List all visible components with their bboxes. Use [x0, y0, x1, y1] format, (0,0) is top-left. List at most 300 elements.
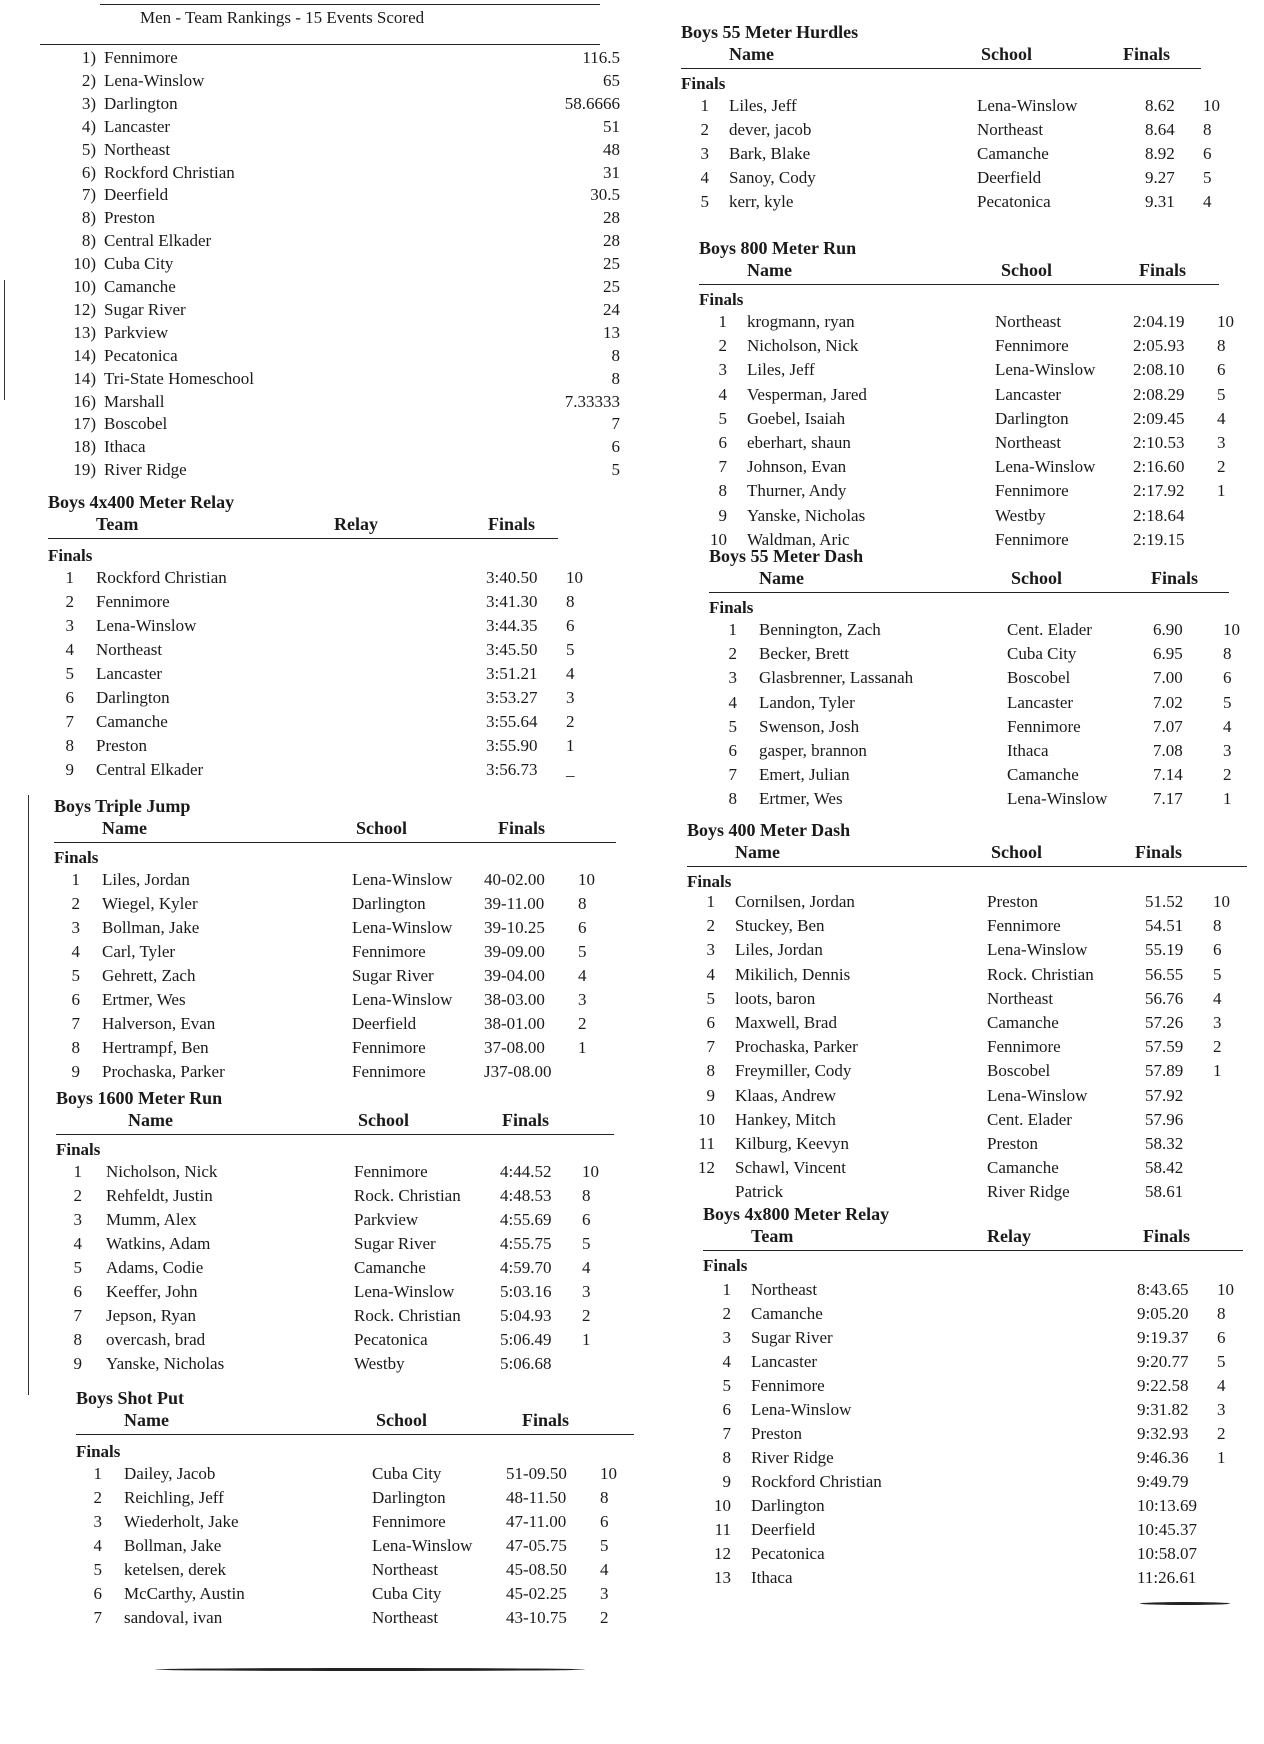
result-mark: 58.61: [1145, 1182, 1184, 1202]
points: 2: [1213, 1037, 1222, 1057]
result-row: [675, 1280, 1260, 1304]
result-row: [675, 693, 1260, 717]
result-mark: 9.31: [1145, 192, 1175, 211]
result-place: 2: [728, 644, 737, 664]
result-row: [675, 644, 1260, 668]
ranking-row: [40, 414, 660, 438]
school-name: Fennimore: [987, 916, 1061, 936]
school-name: River Ridge: [987, 1182, 1070, 1202]
points: 2: [1223, 765, 1232, 785]
rank-place: 4): [81, 116, 96, 136]
athlete-name: Bollman, Jake: [124, 1536, 222, 1555]
athlete-name: Liles, Jeff: [729, 96, 797, 115]
athlete-name: Yanske, Nicholas: [106, 1354, 225, 1373]
column-header-finals: Finals: [1123, 44, 1171, 64]
result-row: [40, 616, 660, 640]
result-place: 8: [65, 736, 74, 755]
rank-score: 28: [603, 208, 620, 228]
school-name: Pecatonica: [354, 1330, 428, 1349]
athlete-name: Freymiller, Cody: [735, 1061, 852, 1081]
result-place: 2: [73, 1186, 82, 1205]
result-mark: 7.00: [1153, 668, 1183, 688]
athlete-name: Liles, Jordan: [735, 940, 823, 960]
points: 6: [1217, 360, 1226, 380]
finals-label: Finals: [703, 1256, 748, 1275]
event-title: Boys 55 Meter Hurdles: [681, 22, 859, 42]
rank-place: 14): [73, 345, 96, 365]
header-rule: [76, 1434, 634, 1435]
athlete-name: River Ridge: [751, 1448, 834, 1467]
result-row: [40, 1062, 660, 1086]
result-row: [675, 1448, 1260, 1472]
school-name: Fennimore: [352, 1038, 426, 1057]
athlete-name: Camanche: [96, 712, 168, 731]
points: 1: [566, 736, 575, 755]
header-rule: [56, 1134, 614, 1135]
result-place: 5: [700, 192, 709, 211]
result-mark: J37-08.00: [484, 1062, 552, 1081]
points: 4: [1217, 408, 1226, 428]
scan-smudge: [155, 1668, 585, 1671]
points: 4: [1217, 1376, 1226, 1395]
result-row: [675, 120, 1260, 144]
athlete-name: Rehfeldt, Justin: [106, 1186, 213, 1205]
school-name: Northeast: [372, 1608, 439, 1627]
result-mark: 8:43.65: [1137, 1280, 1189, 1299]
rank-place: 5): [81, 139, 96, 159]
header-rule: [703, 1250, 1243, 1251]
points: 4: [1223, 716, 1232, 736]
result-row: [675, 506, 1260, 530]
result-place: 3: [71, 918, 80, 937]
finals-label: Finals: [76, 1442, 121, 1461]
column-header-name: Name: [128, 1110, 173, 1130]
points: 1: [1217, 481, 1226, 501]
result-mark: 2:10.53: [1133, 433, 1185, 452]
rank-team: Fennimore: [104, 48, 178, 67]
rank-team: Darlington: [104, 93, 178, 113]
result-place: 5: [73, 1258, 82, 1277]
rank-place: 19): [73, 460, 96, 480]
athlete-name: Becker, Brett: [759, 644, 849, 664]
result-mark: 10:58.07: [1137, 1544, 1197, 1563]
result-place: 7: [722, 1424, 731, 1443]
points: 8: [566, 592, 575, 611]
result-row: [40, 1354, 660, 1378]
rank-team: Sugar River: [104, 299, 186, 319]
athlete-name: Darlington: [751, 1496, 825, 1515]
result-place: 2: [71, 894, 80, 913]
athlete-name: Vesperman, Jared: [747, 384, 867, 404]
result-place: 4: [700, 168, 709, 187]
finals-label: Finals: [681, 74, 726, 93]
result-mark: 56.55: [1145, 964, 1184, 984]
school-name: Lancaster: [1007, 692, 1074, 712]
school-name: Lena-Winslow: [977, 96, 1078, 115]
column-header-finals: Finals: [502, 1110, 550, 1130]
rank-score: 25: [603, 254, 620, 274]
result-place: 7: [93, 1608, 102, 1627]
result-place: 1: [718, 312, 727, 331]
result-mark: 57.59: [1145, 1037, 1184, 1057]
result-mark: 8.92: [1145, 144, 1175, 163]
athlete-name: Darlington: [96, 688, 170, 707]
ranking-row: [40, 277, 660, 301]
result-place: 5: [706, 988, 715, 1008]
rank-place: 16): [73, 391, 96, 411]
points: 2: [578, 1014, 587, 1033]
athlete-name: Preston: [751, 1424, 802, 1443]
athlete-name: Deerfield: [751, 1520, 816, 1539]
result-place: 8: [706, 1061, 715, 1081]
result-row: [675, 765, 1260, 789]
result-place: 10: [714, 1496, 731, 1515]
column-header-school: School: [981, 44, 1033, 64]
result-row: [40, 1330, 660, 1354]
rank-team: Camanche: [104, 277, 176, 296]
rank-score: 24: [603, 299, 620, 319]
rank-place: 7): [81, 185, 96, 205]
result-row: [40, 1488, 660, 1512]
points: 10: [1213, 892, 1230, 911]
school-name: Rock. Christian: [354, 1306, 461, 1325]
points: 2: [1217, 457, 1226, 477]
athlete-name: Patrick: [735, 1182, 784, 1202]
athlete-name: Mumm, Alex: [106, 1210, 197, 1229]
result-place: 9: [65, 760, 74, 779]
points: 5: [1217, 1352, 1226, 1371]
athlete-name: Watkins, Adam: [106, 1234, 211, 1253]
result-row: [675, 336, 1260, 360]
athlete-name: Sanoy, Cody: [729, 168, 816, 187]
result-mark: 5:03.16: [500, 1282, 552, 1301]
result-mark: 3:51.21: [486, 664, 538, 683]
points: 8: [1213, 916, 1222, 936]
points: 5: [1203, 168, 1212, 187]
result-mark: 2:19.15: [1133, 529, 1185, 549]
result-place: 3: [722, 1328, 731, 1347]
result-mark: 45-08.50: [506, 1560, 567, 1579]
result-place: 8: [718, 481, 727, 501]
athlete-name: kerr, kyle: [729, 192, 794, 211]
school-name: Sugar River: [352, 966, 434, 985]
school-name: Northeast: [995, 312, 1062, 331]
rank-score: 30.5: [590, 185, 620, 205]
result-row: [675, 168, 1260, 192]
result-row: [40, 1014, 660, 1038]
ranking-row: [40, 231, 660, 255]
result-place: 1: [73, 1162, 82, 1181]
result-mark: 7.14: [1153, 765, 1183, 785]
result-row: [40, 1608, 660, 1632]
school-name: Lena-Winslow: [987, 1085, 1088, 1105]
points: 8: [600, 1488, 609, 1507]
athlete-name: Lena-Winslow: [96, 616, 197, 635]
result-row: [675, 1544, 1260, 1568]
result-place: 3: [728, 668, 737, 688]
athlete-name: Jepson, Ryan: [106, 1306, 196, 1325]
athlete-name: Adams, Codie: [106, 1258, 204, 1277]
rank-score: 31: [603, 162, 620, 182]
result-mark: 58.32: [1145, 1134, 1184, 1153]
result-place: 7: [71, 1014, 80, 1033]
result-row: [675, 1568, 1260, 1592]
finals-label: Finals: [687, 872, 732, 891]
result-row: [675, 385, 1260, 409]
result-row: [40, 640, 660, 664]
points: 5: [600, 1536, 609, 1555]
result-place: 8: [722, 1448, 731, 1467]
event-title: Boys 400 Meter Dash: [687, 820, 851, 840]
athlete-name: Dailey, Jacob: [124, 1464, 216, 1483]
school-name: Darlington: [372, 1488, 446, 1507]
result-place: 2: [65, 592, 74, 611]
result-row: [40, 942, 660, 966]
points: 2: [582, 1306, 591, 1325]
rank-place: 18): [73, 437, 96, 457]
rank-score: 65: [603, 70, 620, 90]
school-name: Lena-Winslow: [352, 870, 453, 889]
ranking-row: [40, 437, 660, 461]
column-header-school: School: [376, 1410, 428, 1430]
result-mark: 51.52: [1145, 892, 1184, 911]
result-place: 3: [706, 940, 715, 960]
result-place: 6: [718, 433, 727, 452]
result-mark: 4:55.69: [500, 1210, 552, 1229]
athlete-name: Prochaska, Parker: [735, 1037, 858, 1057]
athlete-name: Mikilich, Dennis: [735, 964, 851, 984]
school-name: Westby: [354, 1354, 405, 1373]
athlete-name: Keeffer, John: [106, 1282, 198, 1301]
athlete-name: Ertmer, Wes: [102, 990, 186, 1009]
ranking-row: [40, 300, 660, 324]
rank-place: 10): [73, 277, 96, 296]
athlete-name: Hankey, Mitch: [735, 1109, 836, 1129]
result-place: 4: [65, 640, 74, 659]
school-name: Rock. Christian: [354, 1186, 461, 1205]
header-rule: [54, 842, 616, 843]
result-mark: 37-08.00: [484, 1038, 545, 1057]
result-row: [675, 96, 1260, 120]
result-row: [40, 1512, 660, 1536]
points: 8: [1203, 120, 1212, 139]
column-header-name: Team: [96, 514, 139, 534]
points: 3: [1213, 1013, 1222, 1032]
points: 6: [582, 1210, 591, 1229]
result-row: [675, 1472, 1260, 1496]
header-rule: [709, 592, 1229, 593]
result-mark: 9:19.37: [1137, 1328, 1189, 1347]
result-row: [675, 1013, 1260, 1037]
rank-team: Tri-State Homeschool: [104, 368, 255, 388]
athlete-name: Lancaster: [96, 664, 163, 683]
result-mark: 8.64: [1145, 120, 1175, 139]
school-name: Northeast: [987, 988, 1054, 1008]
result-mark: 39-11.00: [484, 894, 545, 913]
athlete-name: Halverson, Evan: [102, 1014, 216, 1033]
school-name: Fennimore: [995, 529, 1069, 549]
athlete-name: Central Elkader: [96, 760, 204, 779]
ranking-row: [40, 346, 660, 370]
column-header-finals: Finals: [498, 818, 546, 838]
column-header-name: Name: [759, 568, 804, 588]
column-header-school: School: [991, 842, 1043, 862]
result-row: [675, 1134, 1260, 1158]
points: 3: [600, 1584, 609, 1603]
school-name: Boscobel: [987, 1061, 1051, 1081]
result-place: 5: [722, 1376, 731, 1395]
rank-score: 8: [611, 368, 620, 388]
school-name: Fennimore: [1007, 716, 1081, 736]
school-name: Deerfield: [977, 168, 1042, 187]
school-name: Camanche: [977, 144, 1049, 163]
result-place: 4: [722, 1352, 731, 1371]
result-place: 6: [722, 1400, 731, 1419]
result-row: [675, 989, 1260, 1013]
points: 5: [578, 942, 587, 961]
result-row: [675, 409, 1260, 433]
result-place: 3: [718, 360, 727, 380]
school-name: Lena-Winslow: [1007, 789, 1108, 809]
athlete-name: Liles, Jordan: [102, 870, 190, 889]
athlete-name: Sugar River: [751, 1328, 833, 1347]
points: 5: [1217, 384, 1226, 404]
athlete-name: McCarthy, Austin: [124, 1584, 245, 1603]
result-row: [40, 966, 660, 990]
school-name: Deerfield: [352, 1014, 417, 1033]
result-mark: 10:45.37: [1137, 1520, 1197, 1539]
points: 1: [1223, 789, 1232, 809]
school-name: Fennimore: [352, 942, 426, 961]
result-place: 3: [700, 144, 709, 163]
points: 4: [1203, 192, 1212, 211]
result-place: 6: [706, 1013, 715, 1032]
ranking-row: [40, 140, 660, 164]
result-place: 4: [73, 1234, 82, 1253]
result-row: [675, 1037, 1260, 1061]
result-place: 6: [71, 990, 80, 1009]
result-row: [675, 1086, 1260, 1110]
school-name: Sugar River: [354, 1234, 436, 1253]
points: 10: [1203, 96, 1220, 115]
points: 4: [600, 1560, 609, 1579]
scan-bracket-line: [28, 795, 29, 1395]
result-row: [675, 1304, 1260, 1328]
column-header-name: Name: [102, 818, 147, 838]
result-mark: 38-01.00: [484, 1014, 545, 1033]
result-row: [675, 1496, 1260, 1520]
athlete-name: krogmann, ryan: [747, 312, 855, 331]
column-header-finals: Finals: [1151, 568, 1199, 588]
result-mark: 39-10.25: [484, 918, 545, 937]
result-mark: 56.76: [1145, 988, 1184, 1008]
ranking-row: [40, 71, 660, 95]
result-mark: 8.62: [1145, 96, 1175, 115]
result-mark: 39-04.00: [484, 966, 545, 985]
rank-team: River Ridge: [104, 460, 187, 480]
result-row: [40, 1162, 660, 1186]
rank-team: Boscobel: [104, 414, 168, 434]
result-row: [40, 1464, 660, 1488]
result-row: [40, 870, 660, 894]
result-place: 8: [728, 789, 737, 809]
athlete-name: Ithaca: [751, 1568, 793, 1587]
result-mark: 45-02.25: [506, 1584, 567, 1603]
rank-score: 13: [603, 322, 620, 342]
school-name: Fennimore: [995, 336, 1069, 356]
rank-place: 13): [73, 322, 96, 342]
result-mark: 3:55.64: [486, 712, 538, 731]
points: 6: [1217, 1328, 1226, 1347]
points: 4: [566, 664, 575, 683]
athlete-name: Thurner, Andy: [747, 481, 847, 501]
athlete-name: Hertrampf, Ben: [102, 1038, 209, 1057]
rank-team: Cuba City: [104, 254, 174, 274]
points: 6: [600, 1512, 609, 1531]
result-mark: 6.90: [1153, 620, 1183, 639]
school-name: Cent. Elader: [1007, 620, 1092, 639]
rank-place: 6): [81, 162, 96, 182]
result-mark: 54.51: [1145, 916, 1184, 936]
athlete-name: Fennimore: [751, 1376, 825, 1395]
ranking-row: [40, 369, 660, 393]
result-row: [675, 1328, 1260, 1352]
school-name: Lena-Winslow: [352, 918, 453, 937]
result-row: [675, 965, 1260, 989]
athlete-name: Bark, Blake: [729, 144, 811, 163]
result-mark: 9.27: [1145, 168, 1175, 187]
athlete-name: Maxwell, Brad: [735, 1013, 837, 1032]
scan-edge-mark: [4, 280, 5, 400]
result-mark: 2:17.92: [1133, 481, 1185, 501]
result-mark: 2:09.45: [1133, 408, 1185, 428]
athlete-name: Wiederholt, Jake: [124, 1512, 239, 1531]
result-mark: 57.96: [1145, 1109, 1184, 1129]
points: 4: [1213, 988, 1222, 1008]
result-row: [675, 789, 1260, 813]
athlete-name: Lena-Winslow: [751, 1400, 852, 1419]
result-place: 2: [706, 916, 715, 936]
school-name: Fennimore: [352, 1062, 426, 1081]
column-header-name: Name: [729, 44, 774, 64]
athlete-name: ketelsen, derek: [124, 1560, 226, 1579]
result-row: [675, 1061, 1260, 1085]
result-place: 1: [65, 568, 74, 587]
result-mark: 9:32.93: [1137, 1424, 1189, 1443]
result-place: 7: [65, 712, 74, 731]
athlete-name: Camanche: [751, 1304, 823, 1323]
result-row: [675, 360, 1260, 384]
athlete-name: Preston: [96, 736, 147, 755]
result-place: 1: [700, 96, 709, 115]
result-row: [675, 192, 1260, 216]
result-row: [40, 1560, 660, 1584]
school-name: Fennimore: [372, 1512, 446, 1531]
result-place: 1: [93, 1464, 102, 1483]
school-name: Darlington: [995, 408, 1069, 428]
school-name: Pecatonica: [977, 192, 1051, 211]
result-place: 3: [73, 1210, 82, 1229]
result-place: 7: [728, 765, 737, 785]
athlete-name: Swenson, Josh: [759, 716, 860, 736]
rank-place: 8): [81, 208, 96, 228]
rank-team: Ithaca: [104, 437, 146, 457]
athlete-name: Gehrett, Zach: [102, 966, 196, 985]
result-place: 5: [728, 716, 737, 736]
ranking-row: [40, 117, 660, 141]
points: 3: [578, 990, 587, 1009]
header-rule: [681, 68, 1201, 69]
